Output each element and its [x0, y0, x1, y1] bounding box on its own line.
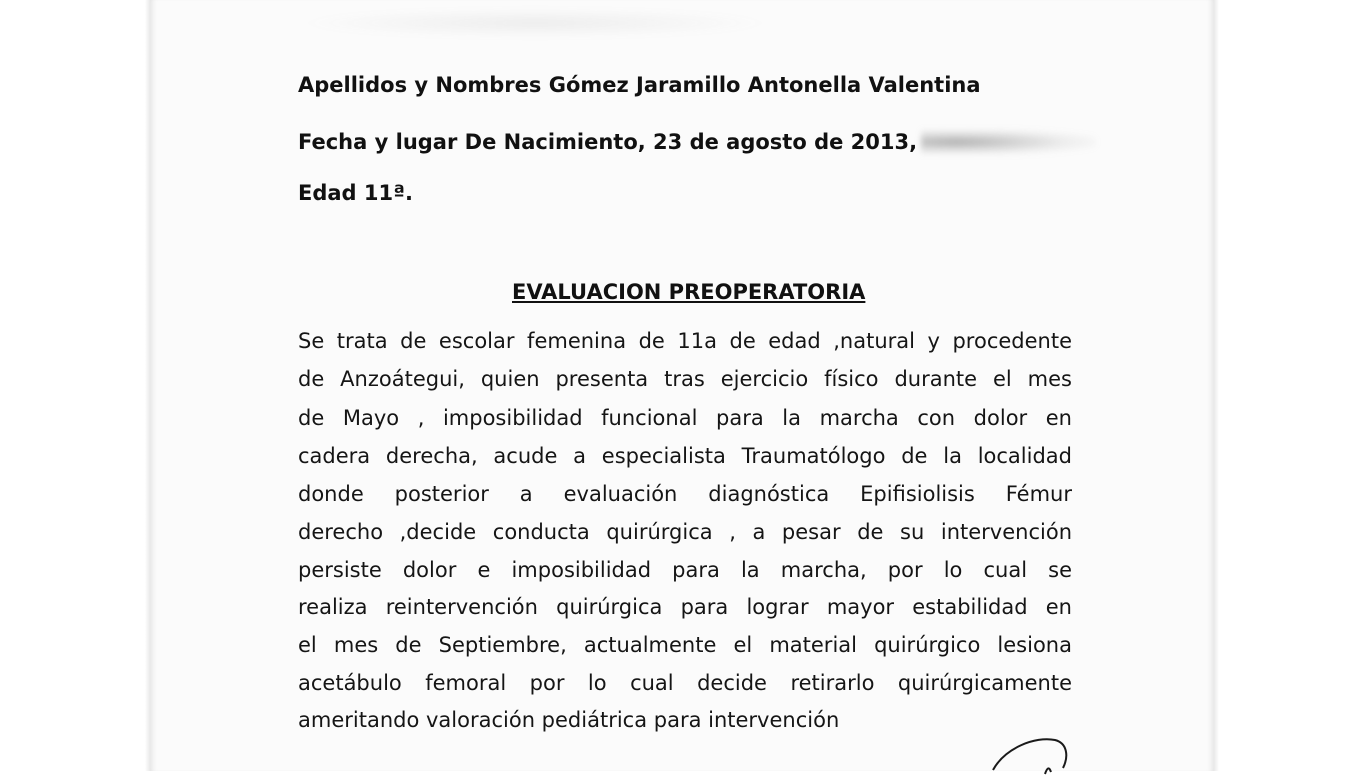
body-line-3: de Mayo , imposibilidad funcional para la marcha con dolor en	[298, 406, 1072, 430]
body-line-8: realiza reintervención quirúrgica para lograr mayor estabilidad en	[298, 595, 1072, 619]
body-line-7: persiste dolor e imposibilidad para la marcha, por lo cual se	[298, 558, 1072, 582]
redacted-place	[921, 129, 1096, 155]
patient-name-line: Apellidos y Nombres Gómez Jaramillo Antonella Valentina	[298, 73, 981, 97]
body-line-1: Se trata de escolar femenina de 11a de edad ,natural y procedente	[298, 329, 1072, 353]
body-line-6: derecho ,decide conducta quirúrgica , a pesar de su intervención	[298, 520, 1072, 544]
body-line-9: el mes de Septiembre, actualmente el material quirúrgico lesiona	[298, 633, 1072, 657]
body-line-10: acetábulo femoral por lo cual decide retirarlo quirúrgicamente	[298, 671, 1072, 695]
body-line-4: cadera derecha, acude a especialista Traumatólogo de la localidad	[298, 444, 1072, 468]
page-edge-right	[1214, 0, 1219, 771]
birth-date-place-line: Fecha y lugar De Nacimiento, 23 de agosto de 2013,	[298, 130, 918, 154]
body-line-2: de Anzoátegui, quien presenta tras ejercicio físico durante el mes	[298, 367, 1072, 391]
birth-line-container	[298, 129, 1096, 155]
patient-age-line: Edad 11ª.	[298, 181, 413, 205]
section-title: EVALUACION PREOPERATORIA	[512, 280, 866, 304]
body-line-11: ameritando valoración pediátrica para intervención	[298, 708, 840, 732]
body-line-5: donde posterior a evaluación diagnóstica Epifisiolisis Fémur	[298, 482, 1072, 506]
blurred-header-area	[300, 8, 770, 38]
